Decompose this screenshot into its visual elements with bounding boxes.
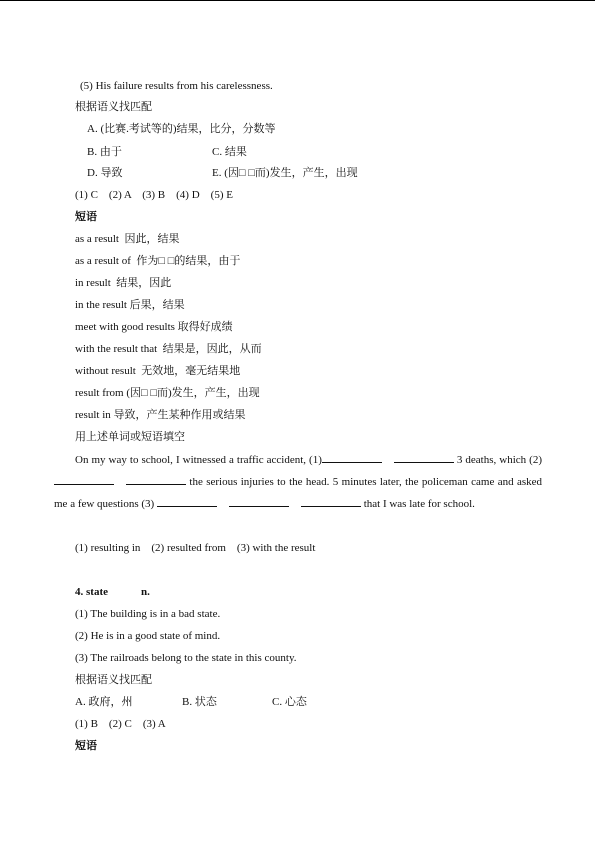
para-text: 3 deaths, which (2) (456, 454, 543, 466)
phrase-item: with the result that 结果是，因此，从而 (75, 343, 262, 355)
state-example-2: (2) He is in a good state of mind. (75, 630, 221, 642)
phrase-item: as a result of 作为□ □的结果，由于 (75, 255, 241, 267)
match-answers: (1) C (2) A (3) B (4) D (5) E (75, 189, 233, 201)
section-4-pos: n. (141, 586, 150, 598)
phrase-item: as a result 因此，结果 (75, 233, 180, 245)
blank-2a[interactable] (54, 473, 114, 485)
fill-answers: (1) resulting in (2) resulted from (3) with the result (75, 542, 316, 554)
blank-1b[interactable] (394, 451, 454, 463)
blank-3b[interactable] (229, 495, 289, 507)
option-d: D. 导致 (87, 167, 123, 179)
option-e: E. (因□ □而)发生，产生，出现 (212, 167, 358, 179)
phrase-item: without result 无效地，毫无结果地 (75, 365, 241, 377)
phrases-heading: 短语 (75, 211, 97, 223)
fill-paragraph (54, 449, 542, 515)
state-example-3: (3) The railroads belong to the state in this county. (75, 652, 297, 664)
phrase-item: meet with good results 取得好成绩 (75, 321, 233, 333)
para-text: the serious injuries to the head. 5 minutes later, the policeman came and asked me a few questions (3) (54, 476, 543, 510)
header-rule (0, 0, 595, 1)
phrase-item: in result 结果，因此 (75, 277, 172, 289)
para-text: On my way to school, I witnessed a traffic accident, (1) (75, 454, 322, 466)
blank-3a[interactable] (157, 495, 217, 507)
example-5: (5) His failure results from his carelessness. (80, 80, 273, 92)
state-phrases-heading: 短语 (75, 740, 97, 752)
phrase-item: result from (因□ □而)发生，产生，出现 (75, 387, 260, 399)
phrase-item: result in 导致，产生某种作用或结果 (75, 409, 246, 421)
section-4-title: 4. state (75, 586, 108, 598)
option-b: B. 由于 (87, 146, 122, 158)
state-answers: (1) B (2) C (3) A (75, 718, 166, 730)
match-heading: 根据语义找匹配 (75, 101, 152, 113)
phrase-item: in the result 后果，结果 (75, 299, 185, 311)
blank-1a[interactable] (322, 451, 382, 463)
state-option-c: C. 心态 (272, 696, 307, 708)
state-match-heading: 根据语义找匹配 (75, 674, 152, 686)
fill-heading: 用上述单词或短语填空 (75, 431, 185, 443)
option-a: A. (比赛.考试等的)结果，比分，分数等 (87, 123, 276, 135)
state-option-a: A. 政府，州 (75, 696, 133, 708)
option-c: C. 结果 (212, 146, 247, 158)
state-option-b: B. 状态 (182, 696, 217, 708)
para-text: that I was late for school. (363, 498, 475, 510)
state-example-1: (1) The building is in a bad state. (75, 608, 221, 620)
blank-3c[interactable] (301, 495, 361, 507)
blank-2b[interactable] (126, 473, 186, 485)
